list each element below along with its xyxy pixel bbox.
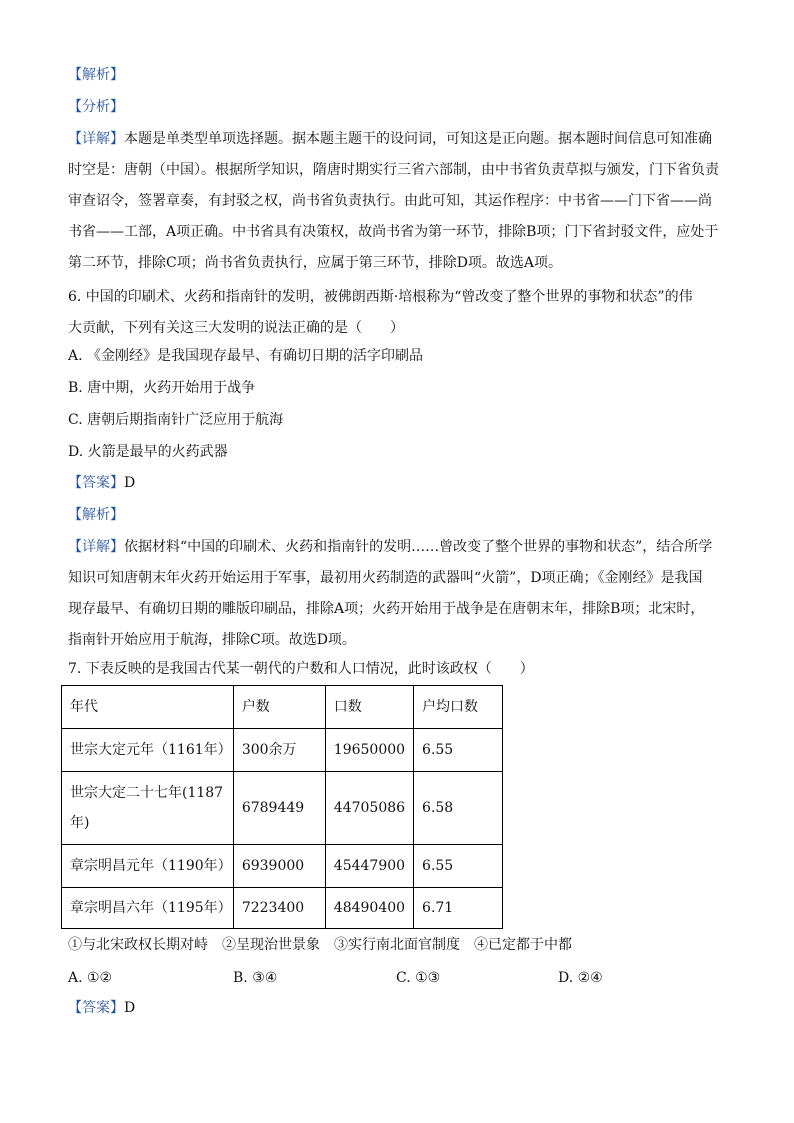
answer-tag: 【答案】 (68, 1000, 124, 1016)
q7-answer (68, 998, 135, 1018)
table-cell: 6789449 (233, 772, 325, 845)
q7-option-a: A. ①② (68, 970, 113, 986)
table-cell: 世宗大定二十七年(1187年) (62, 772, 234, 845)
answer-value: D (124, 1000, 136, 1016)
fenxi-tag: 【分析】 (68, 99, 124, 115)
header-cell: 口数 (325, 686, 413, 729)
table-cell: 6.58 (414, 772, 503, 845)
table-cell: 6.71 (414, 888, 503, 929)
jiexi-tag: 【解析】 (68, 67, 124, 83)
q6-option-a: A. 《金刚经》是我国现存最早、有确切日期的活字印刷品 (68, 348, 424, 364)
table-cell: 世宗大定元年（1161年） (62, 729, 234, 772)
q7-option-d: D. ②④ (558, 970, 603, 986)
q6-explanation-line: 知识可知唐朝末年火药开始运用于军事，最初用火药制造的武器叫“火箭”，D项正确；《金刚经》是我国 (68, 570, 703, 586)
q6-stem (68, 282, 726, 344)
table-cell: 6.55 (414, 845, 503, 888)
table-cell: 7223400 (233, 888, 325, 929)
table-row (62, 729, 503, 772)
q5-explanation (68, 124, 726, 279)
q7-option-b: B. ③④ (233, 970, 278, 986)
answer-tag: 【答案】 (68, 475, 124, 491)
q5-explanation-line: 时空是：唐朝（中国）。根据所学知识，隋唐时期实行三省六部制，由中书省负责草拟与颁发，门下省负责 (68, 162, 719, 178)
q6-explanation (68, 532, 726, 656)
xiangjie-tag: 【详解】 (68, 131, 124, 147)
table-cell: 19650000 (325, 729, 413, 772)
q6-explanation-line: 【详解】依据材料“中国的印刷术、火药和指南针的发明……曾改变了整个世界的事物和状态”，结合所学 (68, 539, 713, 555)
q5-explanation-line: 【详解】本题是单类型单项选择题。据本题主题干的设问词，可知这是正向题。据本题时间信息可知准确 (68, 131, 712, 147)
q6-option-c: C. 唐朝后期指南针广泛应用于航海 (68, 412, 284, 428)
header-cell: 户数 (233, 686, 325, 729)
table-cell: 6939000 (233, 845, 325, 888)
q6-stem-line: 6. 中国的印刷术、火药和指南针的发明，被佛朗西斯·培根称为“曾改变了整个世界的事物和状态”的伟 (68, 289, 693, 305)
table-row (62, 772, 503, 845)
q6-explanation-line: 指南针开始应用于航海，排除C项。故选D项。 (68, 632, 356, 648)
q7-statements: ①与北宋政权长期对峙 ②呈现治世景象 ③实行南北面官制度 ④已定都于中都 (68, 937, 572, 953)
xiangjie-tag: 【详解】 (68, 539, 124, 555)
table-row (62, 845, 503, 888)
q6-option-d: D. 火箭是最早的火药武器 (68, 444, 228, 460)
table-cell: 44705086 (325, 772, 413, 845)
jiexi-tag: 【解析】 (68, 507, 124, 523)
q7-option-c: C. ①③ (396, 970, 441, 986)
table-cell: 48490400 (325, 888, 413, 929)
table-row (62, 888, 503, 929)
q5-explanation-line: 书省——工部，A项正确。中书省具有决策权，故尚书省为第一环节，排除B项；门下省封驳文件，应处于 (68, 224, 719, 240)
table-cell: 6.55 (414, 729, 503, 772)
q5-explanation-line: 审查诏令，签署章奏，有封驳之权，尚书省负责执行。由此可知，其运作程序：中书省——门下省——尚 (68, 193, 712, 209)
q6-stem-line: 大贡献，下列有关这三大发明的说法正确的是（ ） (68, 320, 404, 336)
table-cell: 45447900 (325, 845, 413, 888)
q5-explanation-line: 第二环节，排除C项；尚书省负责执行，应属于第三环节，排除D项。故选A项。 (68, 255, 563, 271)
table-header-row (62, 686, 503, 729)
q6-answer (68, 473, 135, 493)
q7-stem: 7. 下表反映的是我国古代某一朝代的户数和人口情况，此时该政权（ ） (68, 661, 534, 677)
answer-value: D (124, 475, 136, 491)
q6-explanation-line: 现存最早、有确切日期的雕版印刷品，排除A项；火药开始用于战争是在唐朝末年，排除B项；北宋时， (68, 601, 705, 617)
table-cell: 章宗明昌六年（1195年） (62, 888, 234, 929)
table-cell: 300余万 (233, 729, 325, 772)
header-cell: 年代 (62, 686, 234, 729)
table-cell: 章宗明昌元年（1190年） (62, 845, 234, 888)
header-cell: 户均口数 (414, 686, 503, 729)
q6-option-b: B. 唐中期，火药开始用于战争 (68, 380, 256, 396)
population-table (61, 685, 503, 929)
